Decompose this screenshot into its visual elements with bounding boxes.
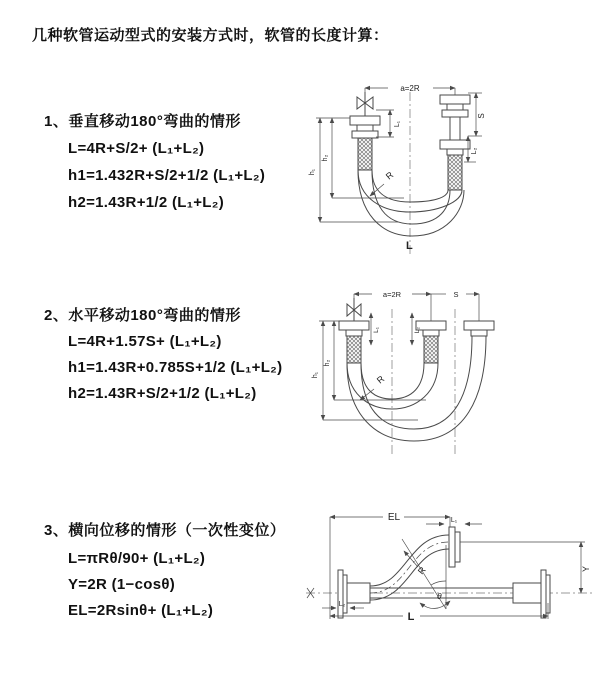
section-1-formula-L: L=4R+S/2+ (L₁+L₂)	[68, 140, 205, 157]
diagram-vertical-180-bend	[300, 66, 590, 261]
right-flange	[513, 570, 550, 618]
section-3-formula-EL: EL=2Rsinθ+ (L₁+L₂)	[68, 602, 214, 619]
valve-icon	[347, 298, 361, 321]
dim-label-s: S	[477, 113, 486, 119]
dim-label-a2r: a=2R	[382, 290, 402, 299]
braided-hose-section	[358, 138, 372, 170]
section-3-heading: 3、横向位移的情形（一次性变位）	[44, 522, 286, 539]
braided-hose-section	[347, 336, 361, 363]
right-flange-stack	[464, 321, 494, 336]
section-1-formula-h2: h2=1.43R+1/2 (L₁+L₂)	[68, 194, 225, 211]
valve-icon	[357, 92, 373, 116]
page-title: 几种软管运动型式的安装方式时，软管的长度计算：	[32, 27, 389, 44]
diagram-horizontal-180-bend	[308, 283, 600, 468]
length-label: L	[406, 240, 413, 252]
right-flange-stack	[440, 95, 470, 190]
upper-right-flange	[449, 527, 460, 567]
section-2-formula-h2: h2=1.43R+S/2+1/2 (L₁+L₂)	[68, 385, 257, 402]
left-flange-stack	[350, 116, 380, 170]
dim-label-el: EL	[387, 512, 401, 523]
hose-u-bend	[347, 336, 486, 441]
dim-label-a2r: a=2R	[400, 84, 420, 93]
braided-hose-section	[448, 155, 462, 190]
diagram-lateral-displacement	[298, 503, 600, 645]
radius-label: R	[374, 373, 387, 386]
section-1-heading: 1、垂直移动180°弯曲的情形	[44, 113, 241, 130]
dim-label-h1: h₁	[312, 371, 319, 379]
left-flange	[338, 570, 370, 618]
dim-label-l1: L₁	[394, 120, 401, 128]
dim-label-h1: h₁	[309, 168, 316, 176]
angle-label: θ	[437, 591, 442, 601]
dim-label-l2: L₂	[471, 147, 478, 155]
section-2-formula-h1: h1=1.43R+0.785S+1/2 (L₁+L₂)	[68, 359, 283, 376]
dim-label-h2: h₂	[324, 359, 331, 367]
section-2-heading: 2、水平移动180°弯曲的情形	[44, 307, 241, 324]
section-3-formula-Y: Y=2R (1−cosθ)	[68, 576, 176, 593]
dim-label-l2: L₂	[414, 326, 421, 334]
length-label: L	[407, 611, 415, 623]
section-2-formula-L: L=4R+1.57S+ (L₁+L₂)	[68, 333, 222, 350]
section-3-formula-L: L=πRθ/90+ (L₁+L₂)	[68, 550, 206, 567]
dim-label-y: Y	[581, 565, 591, 573]
section-1-formula-h1: h1=1.432R+S/2+1/2 (L₁+L₂)	[68, 167, 266, 184]
dim-label-h2: h₂	[322, 154, 329, 162]
radius-label: R	[383, 169, 396, 182]
dim-label-l1: L₁	[450, 517, 458, 524]
dim-label-l1: L₁	[373, 327, 380, 333]
radius-label: R	[415, 564, 428, 577]
braided-hose-section	[424, 336, 438, 363]
left-flange-stack	[339, 321, 369, 363]
dim-label-l2: L₂	[338, 601, 346, 608]
dim-label-s: S	[453, 290, 459, 299]
